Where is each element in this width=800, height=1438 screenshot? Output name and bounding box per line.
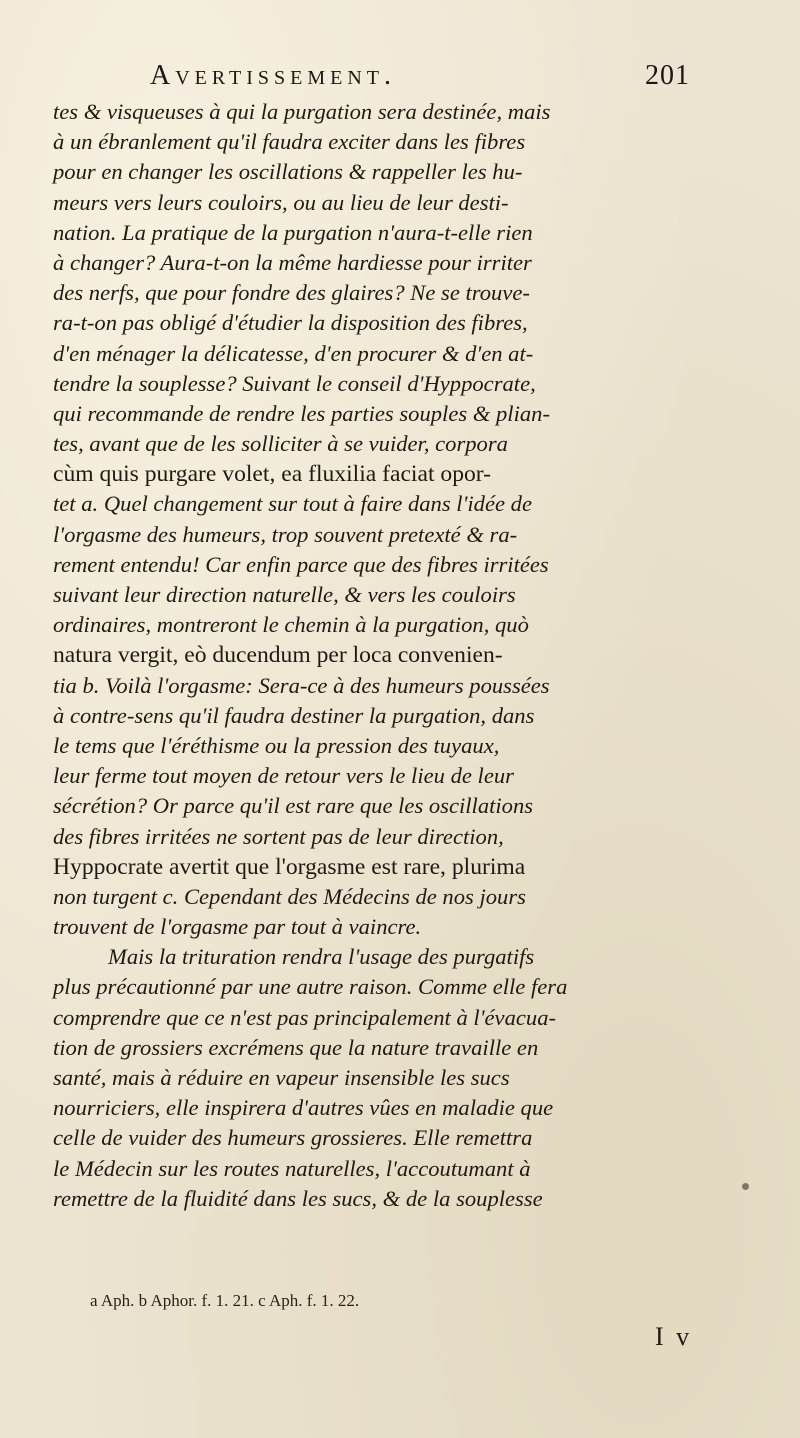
text-line: plus précautionné par une autre raison. Comme elle fera bbox=[53, 974, 568, 1000]
text-line: rement entendu! Car enfin parce que des fibres irritées bbox=[53, 551, 549, 577]
text-line: le tems que l'éréthisme ou la pression des tuyaux, bbox=[53, 732, 500, 758]
body-text bbox=[53, 97, 798, 1214]
text-line: tes & visqueuses à qui la purgation sera destinée, mais bbox=[53, 99, 551, 124]
text-line: à changer? Aura-t-on la même hardiesse pour irriter bbox=[53, 249, 532, 275]
text-line-latin: cùm quis purgare volet, ea fluxilia faciat opor- bbox=[53, 461, 492, 488]
text-line: l'orgasme des humeurs, trop souvent pretexté & ra- bbox=[53, 521, 518, 547]
text-line: remettre de la fluidité dans les sucs, & de la souplesse bbox=[53, 1185, 543, 1211]
running-head bbox=[150, 60, 690, 100]
paragraph-start-line: Mais la trituration rendra l'usage des purgatifs bbox=[108, 944, 535, 970]
text-line: des nerfs, que pour fondre des glaires? Ne se trouve- bbox=[53, 280, 530, 306]
text-line: tion de grossiers excrémens que la nature travaille en bbox=[53, 1034, 539, 1060]
text-line: nourriciers, elle inspirera d'autres vûes en maladie que bbox=[53, 1095, 554, 1121]
text-line: santé, mais à réduire en vapeur insensible les sucs bbox=[53, 1065, 510, 1090]
text-line: leur ferme tout moyen de retour vers le lieu de leur bbox=[53, 763, 514, 789]
text-line: pour en changer les oscillations & rappeller les hu- bbox=[53, 159, 523, 185]
text-line: tet a. Quel changement sur tout à faire dans l'idée de bbox=[53, 491, 533, 517]
text-line: suivant leur direction naturelle, & vers les couloirs bbox=[53, 582, 516, 607]
text-line: ordinaires, montreront le chemin à la purgation, quò bbox=[53, 612, 529, 638]
text-line: non turgent c. Cependant des Médecins de nos jours bbox=[53, 883, 526, 909]
signature-mark: I v bbox=[655, 1322, 693, 1351]
text-line: meurs vers leurs couloirs, ou au lieu de leur desti- bbox=[53, 189, 509, 215]
text-line: le Médecin sur les routes naturelles, l'accoutumant à bbox=[53, 1155, 531, 1181]
running-title: Avertissement. bbox=[150, 60, 397, 91]
ink-spot bbox=[742, 1183, 749, 1190]
text-line: trouvent de l'orgasme par tout à vaincre. bbox=[53, 914, 422, 940]
text-line: comprendre que ce n'est pas principalement à l'évacua- bbox=[53, 1004, 557, 1030]
text-line: à contre-sens qu'il faudra destiner la purgation, dans bbox=[53, 702, 535, 728]
text-line: d'en ménager la délicatesse, d'en procurer & d'en at- bbox=[53, 340, 534, 366]
text-line: nation. La pratique de la purgation n'aura-t-elle rien bbox=[53, 219, 533, 245]
text-line-latin: Hyppocrate avertit que l'orgasme est rare, plurima bbox=[53, 853, 526, 880]
text-line: tes, avant que de les solliciter à se vuider, corpora bbox=[53, 431, 508, 457]
footnotes: a Aph. b Aphor. f. 1. 21. c Aph. f. 1. 22. bbox=[90, 1291, 360, 1310]
text-line: tendre la souplesse? Suivant le conseil d'Hyppocrate, bbox=[53, 370, 536, 396]
text-line: à un ébranlement qu'il faudra exciter dans les fibres bbox=[53, 129, 526, 155]
text-line: tia b. Voilà l'orgasme: Sera-ce à des humeurs poussées bbox=[53, 672, 550, 698]
page-number: 201 bbox=[645, 60, 690, 91]
text-line: des fibres irritées ne sortent pas de leur direction, bbox=[53, 823, 504, 849]
text-line: ra-t-on pas obligé d'étudier la disposition des fibres, bbox=[53, 310, 528, 336]
text-line: qui recommande de rendre les parties souples & plian- bbox=[53, 400, 550, 426]
text-line: sécrétion? Or parce qu'il est rare que les oscillations bbox=[53, 793, 534, 819]
text-line: celle de vuider des humeurs grossieres. Elle remettra bbox=[53, 1125, 533, 1151]
text-line-latin: natura vergit, eò ducendum per loca convenien- bbox=[53, 642, 503, 669]
